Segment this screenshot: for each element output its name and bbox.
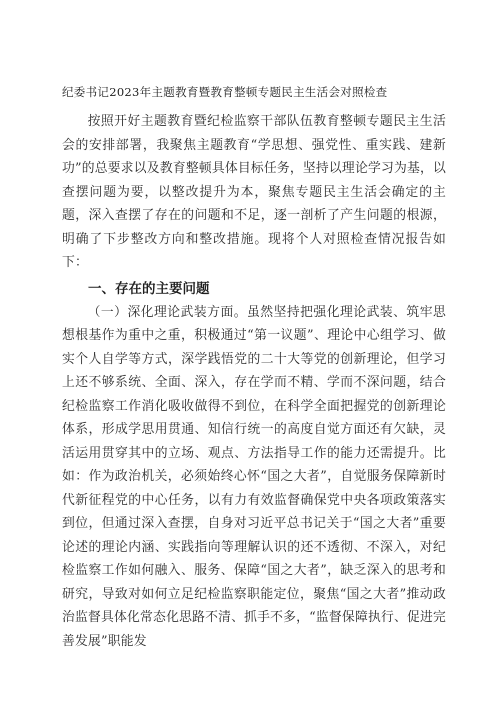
section-heading-main-problems: 一、存在的主要问题: [88, 280, 210, 297]
document-title: 纪委书记2023年主题教育暨教育整顿专题民主生活会对照检查: [62, 85, 388, 99]
intro-paragraph: 按照开好主题教育暨纪检监察干部队伍教育整顿专题民主生活会的安排部署，我聚焦主题教育“学思想、强党性、重实践、建新功”的总要求以及教育整顿具体目标任务，坚持以理论学习为基，以查摆问题为要，以整改提升为本，聚焦专题民主生活会确定的主题，深入查摆了存在的问题和不足，逐一剖析了产生问题的根源，明确了下步整改方向和整改措施。现将个人对照检查情况报告如下：: [62, 114, 446, 270]
section-paragraph-theory: （一）深化理论武装方面。虽然坚持把强化理论武装、筑牢思想根基作为重中之重，积极通过“第一议题”、理论中心组学习、做实个人自学等方式，深学践悟党的二十大等党的创新理论，但学习上还不够系统、全面、深入，存在学而不精、学而不深问题，结合纪检监察工作消化吸收做得不到位，在科学全面把握党的创新理论体系，形成学思用贯通、知信行统一的高度自觉方面还有欠缺，灵活运用贯穿其中的立场、观点、方法指导工作的能力还需提升。比如：作为政治机关，必须始终心怀“国之大者”，自觉服务保障新时代新征程党的中心任务，以有力有效监督确保党中央各项政策落实到位，但通过深入查摆，自身对习近平总书记关于“国之大者”重要论述的理论内涵、实践指向等理解认识的还不透彻、不深入，对纪检监察工作如何融入、服务、保障“国之大者”，缺乏深入的思考和研究，导致对如何立足纪检监察职能定位，聚焦“国之大者”推动政治监督具体化常态化思路不清、抓手不多，“监督保障执行、促进完善发展”职能发: [62, 304, 446, 649]
